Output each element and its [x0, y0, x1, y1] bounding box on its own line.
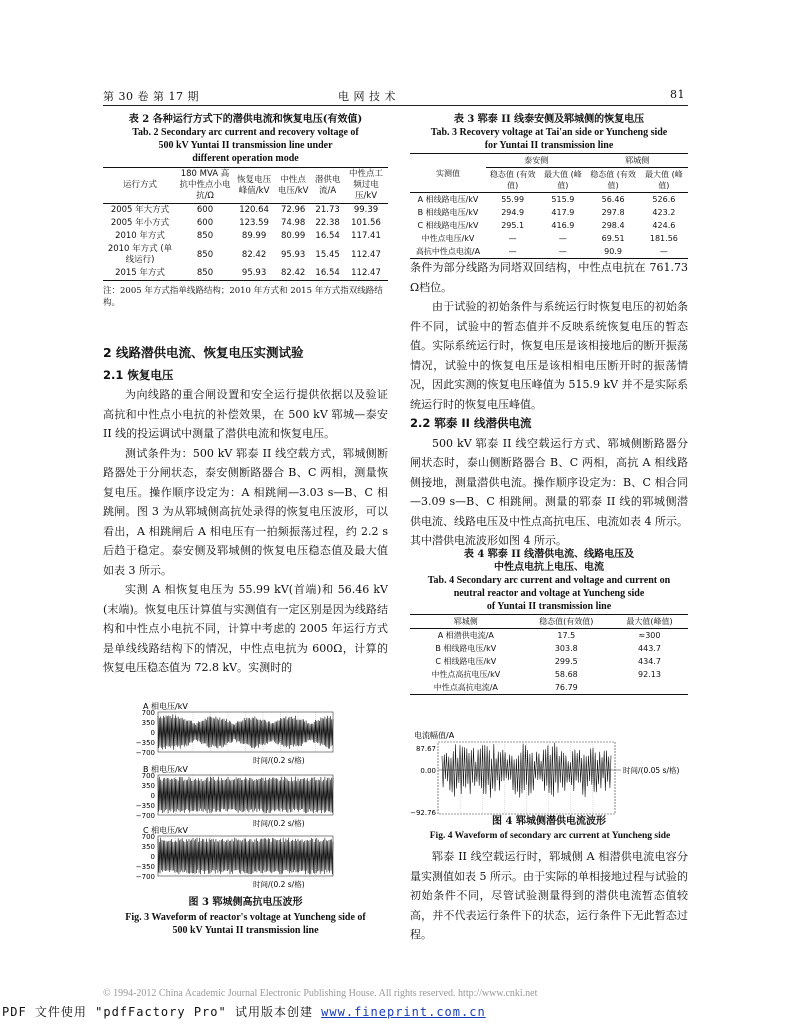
- fig3-x-label: 时间/(0.2 s/格): [253, 756, 305, 765]
- table4-caption-en-3: of Yuntai II transmission line: [486, 601, 612, 612]
- right-column-text-lower: [410, 847, 688, 945]
- fig3-panel-label: C 相电压/kV: [143, 826, 188, 835]
- table3-cell: —: [508, 247, 517, 256]
- fig3-y-tick: 0: [150, 853, 155, 861]
- table3-cell: —: [659, 247, 668, 256]
- table3-cell: 高抗中性点电流/A: [415, 247, 481, 256]
- table2-cell: 600: [196, 218, 214, 228]
- table2-cell: 101.56: [351, 218, 381, 228]
- table2-cell: 2010 年方式: [115, 231, 165, 241]
- table4-caption-cn-1: 表 4 郓泰 II 线潜供电流、线路电压及: [463, 549, 635, 560]
- page-number: 81: [670, 88, 685, 101]
- fig3-y-tick: −350: [135, 802, 155, 810]
- table-row: [410, 668, 688, 681]
- figure3-caption-en-1: Fig. 3 Waveform of reactor's voltage at Yuncheng side of: [125, 912, 366, 923]
- fig3-y-tick: −700: [135, 873, 155, 881]
- table2-header: 运行方式: [122, 180, 157, 190]
- running-header-journal: 电 网 技 术: [338, 90, 396, 103]
- table3-cell: B 相线路电压/kV: [417, 208, 479, 217]
- subsection-heading-2-1: 2.1 恢复电压: [103, 368, 174, 382]
- subsection-heading-2-2: 2.2 郓泰 II 线潜供电流: [410, 416, 532, 430]
- table2-note: 注：2005 年方式指单线路结构；2010 年方式和 2015 年方式指双线路结构。: [103, 286, 383, 308]
- table4-header: 最大值(峰值): [626, 617, 673, 626]
- table4-cell: 58.68: [554, 670, 578, 679]
- table4-cell: C 相线路电压/kV: [435, 657, 497, 666]
- fig3-y-tick: 350: [141, 782, 155, 790]
- pdf-watermark-text: PDF 文件使用 "pdfFactory Pro" 试用版本创建: [2, 1005, 322, 1019]
- table4-cell: 303.8: [554, 644, 578, 653]
- table-row: [410, 681, 688, 695]
- fig4-y-tick: 0.00: [420, 767, 436, 775]
- table2-cell: 123.59: [239, 218, 269, 228]
- table2-cell: 850: [196, 268, 214, 278]
- table2-cell: 95.93: [281, 249, 306, 260]
- table2-caption-cn: 表 2 各种运行方式下的潜供电流和恢复电压(有效值): [128, 114, 363, 125]
- fig3-y-tick: 0: [150, 729, 155, 737]
- table2-cell: 2010 年方式 (单线运行): [107, 244, 173, 265]
- table3-cell: 69.51: [601, 234, 625, 243]
- table2-cell: 82.42: [281, 268, 306, 278]
- paragraph: 郓泰 II 线空载运行时，郓城侧 A 相潜供电流电容分量实测值如表 5 所示。由于实际的单相接地过程与试验的初始条件不同，尽管试验测量得到的潜供电流暂态值较高，并不代表运行条件下的状态，运行条件下无此暂态过程。: [410, 850, 688, 941]
- fig4-y-tick: 87.67: [415, 745, 436, 753]
- fig3-panel-label: B 相电压/kV: [143, 765, 188, 774]
- table3-cell: —: [558, 234, 567, 243]
- table2-cell: 80.99: [281, 231, 306, 241]
- table3-group-taian: 泰安侧: [486, 154, 586, 168]
- table-row: [410, 232, 688, 245]
- table4-cell: A 相潜供电流/A: [437, 631, 494, 640]
- table3-cell: 424.6: [652, 221, 676, 230]
- table3-caption-en-2: for Yuntai II transmission line: [484, 140, 614, 151]
- table2-cell: 120.64: [239, 205, 269, 215]
- table-row: [410, 629, 688, 643]
- table2-cell: 95.93: [241, 268, 267, 278]
- right-column-text-upper: [410, 258, 688, 551]
- fig4-y-tick: −92.76: [410, 809, 436, 817]
- table4-cell: 92.13: [638, 670, 661, 679]
- table3-cell: 295.1: [501, 221, 525, 230]
- table-row: [410, 245, 688, 259]
- table4-header: 郓城侧: [453, 617, 478, 626]
- table2-header: 中性点电压/kV: [277, 174, 309, 196]
- figure3-caption-en-2: 500 kV Yuntai II transmission line: [172, 925, 319, 936]
- table2-header: 180 MVA 高抗中性点小电抗/Ω: [179, 169, 231, 201]
- table-row: [410, 206, 688, 219]
- table3-cell: 416.9: [551, 221, 575, 230]
- fig3-y-tick: −350: [135, 739, 155, 747]
- table3-cell: 56.46: [601, 195, 625, 204]
- table4-cell: 76.79: [554, 683, 578, 692]
- table2-caption-en-3: different operation mode: [192, 153, 299, 164]
- table-row: [103, 230, 388, 243]
- fig3-y-tick: 700: [141, 833, 155, 841]
- left-column-text: [103, 343, 388, 678]
- running-header-volume: 第 30 卷 第 17 期: [103, 90, 199, 103]
- table3-cell: 55.99: [501, 195, 525, 204]
- table3-cell: A 相线路电压/kV: [417, 195, 479, 204]
- table2-cell: 16.54: [315, 268, 340, 278]
- table2-cell: 2005 年小方式: [110, 218, 170, 228]
- table-row: [410, 193, 688, 207]
- table-row: [103, 204, 388, 218]
- table3-caption-cn: 表 3 郓泰 II 线泰安侧及郓城侧的恢复电压: [453, 114, 645, 125]
- fig3-y-tick: 700: [141, 772, 155, 780]
- paragraph: 实测 A 相恢复电压为 55.99 kV(首端)和 56.46 kV (末端)。恢复电压计算值与实测值有一定区别是因为线路结构和中性点小电抗不同，计算中考虑的 2005 年运行方式是单线线路结构下的情况，中性点电抗为 600Ω，计算的恢复电压稳态值为 72.8 kV。实测时的: [103, 583, 388, 674]
- paragraph: 由于试验的初始条件与系统运行时恢复电压的初始条件不同，试验中的暂态值并不反映系统恢复电压的暂态值。实际系统运行时，恢复电压是该相接地后的断开振荡情况，试验中的恢复电压是该相相电压断开时的振荡情况，因此实测的恢复电压峰值为 515.9 kV 并不是实际系统运行时的恢复电压峰值。: [410, 300, 688, 411]
- table2-cell: 2015 年方式: [115, 268, 165, 278]
- table2-block: [103, 113, 388, 309]
- fig4-x-label: 时间/(0.05 s/格): [623, 766, 680, 775]
- table2-cell: 112.47: [351, 249, 381, 260]
- table4-cell: ≈300: [638, 631, 661, 640]
- figure4-caption-en: Fig. 4 Waveform of secondary arc current at Yuncheng side: [429, 831, 671, 841]
- table4-caption-en-1: Tab. 4 Secondary arc current and voltage and current on: [427, 575, 671, 586]
- table3-subheader: 稳态值 (有效值): [489, 170, 536, 190]
- table4-cell: 299.5: [554, 657, 578, 666]
- table3-cell: 417.9: [551, 208, 575, 217]
- table2-cell: 72.96: [281, 205, 306, 215]
- table2-cell: 99.39: [353, 205, 379, 215]
- table2-cell: 2005 年大方式: [110, 205, 170, 215]
- table2-cell: 82.42: [241, 249, 267, 260]
- table2-header: 中性点工频过电压/kV: [348, 169, 383, 201]
- table3-cell: 515.9: [551, 195, 575, 204]
- table2-header: 恢复电压峰值/kV: [237, 174, 272, 196]
- table4: [410, 614, 688, 695]
- table2-caption-en-2: 500 kV Yuntai II transmission line under: [158, 140, 333, 151]
- table2-header: 潜供电流/A: [314, 174, 341, 196]
- fig3-y-tick: −350: [135, 863, 155, 871]
- table2: [103, 167, 388, 281]
- fig3-y-tick: 0: [150, 792, 155, 800]
- table4-block: [410, 548, 688, 695]
- table2-cell: 850: [196, 249, 214, 260]
- table2-cell: 21.73: [315, 205, 340, 215]
- table3-cell: 526.6: [652, 195, 676, 204]
- table3-cell: —: [508, 234, 517, 243]
- table-row: [103, 243, 388, 267]
- table2-cell: 74.98: [281, 218, 306, 228]
- fig3-y-tick: 350: [141, 719, 155, 727]
- table2-cell: 600: [196, 205, 214, 215]
- table4-cell: 17.5: [557, 631, 576, 640]
- table3-caption-en-1: Tab. 3 Recovery voltage at Tai'an side or Yuncheng side: [430, 127, 668, 138]
- table3-cell: 中性点电压/kV: [421, 234, 475, 243]
- table4-header: 稳态值(有效值): [539, 617, 594, 626]
- table4-caption-cn-2: 中性点电抗上电压、电流: [494, 562, 604, 573]
- fig3-y-tick: −700: [135, 749, 155, 757]
- fig3-x-label: 时间/(0.2 s/格): [253, 880, 305, 889]
- paragraph: 为向线路的重合闸设置和安全运行提供依据以及验证高抗和中性点小电抗的补偿效果，在 500 kV 郓城—泰安 II 线的投运调试中测量了潜供电流和恢复电压。: [103, 388, 388, 440]
- fig3-x-label: 时间/(0.2 s/格): [253, 819, 305, 828]
- figure3-caption-cn: 图 3 郓城侧高抗电压波形: [188, 897, 303, 908]
- table3-cell: 294.9: [501, 208, 525, 217]
- table3-header: 实测值: [410, 154, 486, 193]
- fig3-y-tick: −700: [135, 812, 155, 820]
- figure4-caption-cn: 图 4 郓城侧潜供电流波形: [492, 816, 606, 827]
- table-row: [410, 655, 688, 668]
- table3: [410, 153, 688, 259]
- table3-subheader: 稳态值 (有效值): [590, 170, 636, 190]
- fig3-y-tick: 700: [141, 709, 155, 717]
- table3-cell: 90.9: [604, 247, 622, 256]
- table3-group-yuncheng: 郓城侧: [586, 154, 688, 168]
- table-row: [410, 219, 688, 232]
- table2-cell: 850: [196, 231, 214, 241]
- left-paragraphs: [103, 385, 388, 678]
- table3-subheader: 最大值 (峰值): [645, 170, 683, 190]
- fig3-y-tick: 350: [141, 843, 155, 851]
- pdf-watermark-link[interactable]: www.fineprint.com.cn: [321, 1005, 486, 1019]
- table2-cell: 112.47: [351, 268, 381, 278]
- table-row: [410, 642, 688, 655]
- paragraph: 测试条件为：500 kV 郓泰 II 线空载方式，郓城侧断路器处于分闸状态，泰安侧断路器合 B、C 两相，测量恢复电压。操作顺序设定为：A 相跳闸—3.03 s—B、C 相跳闸。图 3 为从郓城侧高抗处录得的恢复电压波形，可以看出，A 相跳闸后 A 相电压有一拍频振荡过程，约 2.2 s 后趋于稳定。泰安侧及郓城侧的恢复电压稳态值及最大值如表 3 所示。: [103, 446, 388, 577]
- table3-block: [410, 113, 688, 259]
- table-row: [103, 267, 388, 281]
- paragraph: 500 kV 郓泰 II 线空载运行方式、郓城侧断路器分闸状态时，泰山侧断路器合 B、C 两相，高抗 A 相线路侧接地，测量潜供电流。操作顺序设定为：B、C 相合同—3.09 s—B、C 相跳闸。测量的郓泰 II 线的郓城侧潜供电流、线路电压及中性点高抗电压、电流如表 4 所示。其中潜供电流波形如图 4 所示。: [410, 436, 688, 547]
- copyright-footer: © 1994-2012 China Academic Journal Electronic Publishing House. All rights reserved. http://www.cnki.net: [103, 988, 538, 999]
- header-rule: [103, 105, 688, 106]
- table4-cell: [611, 681, 688, 695]
- table2-cell: 16.54: [315, 231, 340, 241]
- table2-cell: 22.38: [315, 218, 340, 228]
- pdf-watermark-line: [2, 1003, 486, 1020]
- table2-cell: 89.99: [241, 231, 267, 241]
- table4-cell: B 相线路电压/kV: [435, 644, 497, 653]
- figure4-plot: [410, 728, 688, 828]
- table3-cell: 423.2: [652, 208, 676, 217]
- table3-cell: —: [558, 247, 567, 256]
- paragraph: 条件为部分线路为同塔双回结构，中性点电抗在 761.73 Ω档位。: [410, 261, 688, 294]
- table4-caption-en-2: neutral reactor and voltage at Yuncheng side: [453, 588, 645, 599]
- table4-cell: 443.7: [638, 644, 661, 653]
- table3-cell: 181.56: [649, 234, 678, 243]
- table3-subheader: 最大值 (峰值): [544, 170, 582, 190]
- table4-cell: 中性点高抗电流/A: [433, 683, 498, 692]
- section-heading: 2 线路潜供电流、恢复电压实测试验: [103, 345, 304, 360]
- figure3-plot: [103, 700, 388, 900]
- table3-cell: 298.4: [601, 221, 625, 230]
- fig4-y-label: 电流幅值/A: [414, 731, 455, 740]
- table3-cell: C 相线路电压/kV: [417, 221, 479, 230]
- table4-cell: 中性点高抗电压/kV: [431, 670, 501, 679]
- table-row: [103, 217, 388, 230]
- fig3-panel-label: A 相电压/kV: [143, 702, 188, 711]
- table2-cell: 117.41: [351, 231, 381, 241]
- table4-cell: 434.7: [638, 657, 661, 666]
- figure3: [103, 700, 388, 940]
- table2-caption-en-1: Tab. 2 Secondary arc current and recovery voltage of: [132, 127, 359, 138]
- table3-cell: 297.8: [601, 208, 625, 217]
- table2-cell: 15.45: [315, 249, 340, 260]
